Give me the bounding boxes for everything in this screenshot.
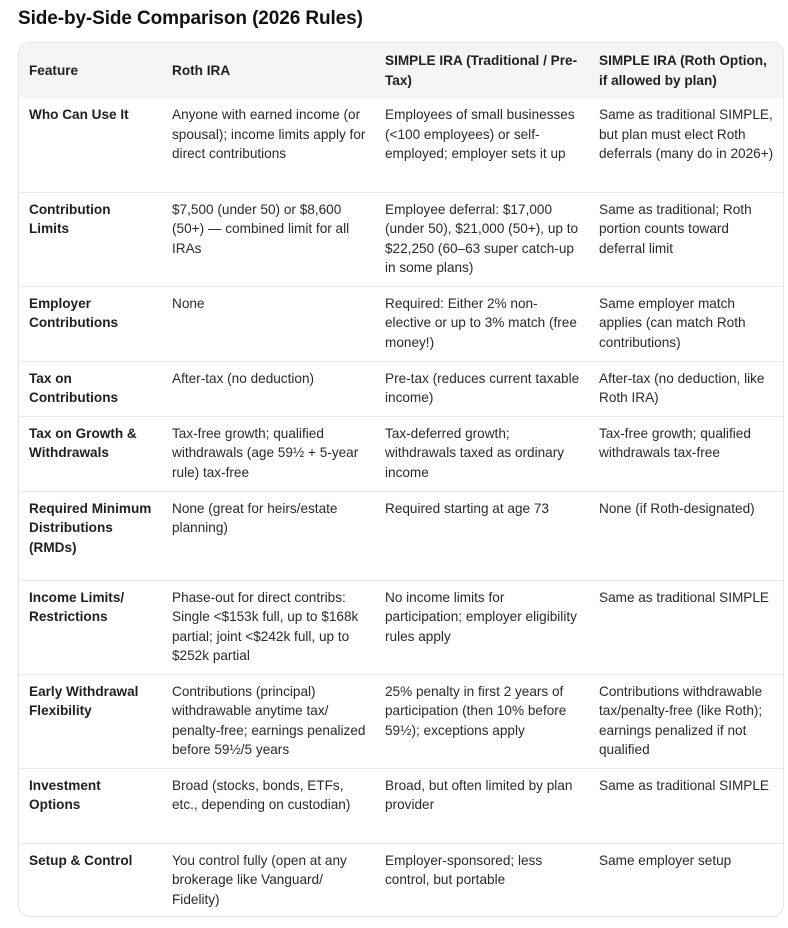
feature-cell: Income Limits/ Restrictions — [19, 580, 162, 674]
roth-ira-cell: After-tax (no deduction) — [162, 361, 375, 416]
simple-traditional-cell: Required: Either 2% non-elective or up to 3% match (free money!) — [375, 286, 589, 361]
feature-cell: Investment Options — [19, 768, 162, 843]
roth-ira-cell: Tax-free growth; qualified withdrawals (age 59½ + 5-year rule) tax-free — [162, 416, 375, 491]
simple-traditional-cell: Required starting at age 73 — [375, 491, 589, 580]
simple-roth-cell: Contributions withdrawable tax/penalty-free (like Roth); earnings penalized if not qualified — [589, 674, 783, 768]
feature-cell: Setup & Control — [29, 852, 133, 868]
table-row — [19, 580, 783, 674]
simple-traditional-cell: 25% penalty in first 2 years of participation (then 10% before 59½); exceptions apply — [375, 674, 589, 768]
roth-ira-cell: Phase-out for direct contribs: Single <$153k full, up to $168k partial; joint <$242k full, up to $252k partial — [162, 580, 375, 674]
roth-ira-cell: None (great for heirs/estate planning) — [162, 491, 375, 580]
roth-ira-cell: Anyone with earned income (or spousal); income limits apply for direct contributions — [162, 98, 375, 192]
feature-cell: Early Withdrawal Flexibility — [19, 674, 162, 768]
roth-ira-cell: Contributions (principal) withdrawable anytime tax/ penalty-free; earnings penalized before 59½/5 years — [162, 674, 375, 768]
simple-roth-cell: Same as traditional; Roth portion counts toward deferral limit — [589, 192, 783, 286]
table-row — [19, 98, 783, 192]
header-simple-ira-traditional: SIMPLE IRA (Traditional / Pre-Tax) — [385, 52, 578, 88]
comparison-table — [19, 43, 783, 916]
header-roth-ira: Roth IRA — [172, 62, 231, 78]
simple-roth-cell: After-tax (no deduction, like Roth IRA) — [589, 361, 783, 416]
feature-cell: Employer Contributions — [19, 286, 162, 361]
simple-roth-cell: Tax-free growth; qualified withdrawals tax-free — [589, 416, 783, 491]
simple-roth-cell: Same as traditional SIMPLE — [589, 580, 783, 674]
table-row — [19, 843, 783, 916]
table-row — [19, 491, 783, 580]
simple-roth-cell: Same as traditional SIMPLE, but plan must elect Roth deferrals (many do in 2026+) — [589, 98, 783, 192]
simple-roth-cell: Same employer match applies (can match Roth contributions) — [589, 286, 783, 361]
simple-traditional-cell: Employees of small businesses (<100 employees) or self-employed; employer sets it up — [375, 98, 589, 192]
table-header-row — [19, 43, 783, 98]
table-row — [19, 768, 783, 843]
table-row — [19, 286, 783, 361]
header-feature: Feature — [29, 62, 79, 78]
simple-traditional-cell: Broad, but often limited by plan provider — [375, 768, 589, 843]
roth-ira-cell: You control fully (open at any brokerage like Vanguard/ Fidelity) — [172, 852, 347, 907]
roth-ira-cell: Broad (stocks, bonds, ETFs, etc., depending on custodian) — [162, 768, 375, 843]
simple-traditional-cell: Tax-deferred growth; withdrawals taxed as ordinary income — [375, 416, 589, 491]
feature-cell: Tax on Contributions — [19, 361, 162, 416]
simple-traditional-cell: No income limits for participation; employer eligibility rules apply — [375, 580, 589, 674]
simple-traditional-cell: Employee deferral: $17,000 (under 50), $21,000 (50+), up to $22,250 (60–63 super catch-up in some plans) — [375, 192, 589, 286]
comparison-card — [18, 42, 784, 917]
simple-traditional-cell: Employer-sponsored; less control, but portable — [385, 852, 543, 888]
simple-traditional-cell: Pre-tax (reduces current taxable income) — [375, 361, 589, 416]
feature-cell: Contribution Limits — [19, 192, 162, 286]
feature-cell: Who Can Use It — [19, 98, 162, 192]
header-simple-ira-roth: SIMPLE IRA (Roth Option, if allowed by plan) — [599, 52, 767, 88]
roth-ira-cell: $7,500 (under 50) or $8,600 (50+) — combined limit for all IRAs — [162, 192, 375, 286]
page-title: Side-by-Side Comparison (2026 Rules) — [18, 8, 363, 29]
feature-cell: Required Minimum Distributions (RMDs) — [19, 491, 162, 580]
table-row — [19, 416, 783, 491]
simple-roth-cell: None (if Roth-designated) — [589, 491, 783, 580]
feature-cell: Tax on Growth & Withdrawals — [19, 416, 162, 491]
roth-ira-cell: None — [162, 286, 375, 361]
table-row — [19, 361, 783, 416]
table-row — [19, 192, 783, 286]
simple-roth-cell: Same as traditional SIMPLE — [589, 768, 783, 843]
table-row — [19, 674, 783, 768]
simple-roth-cell: Same employer setup — [599, 852, 732, 868]
